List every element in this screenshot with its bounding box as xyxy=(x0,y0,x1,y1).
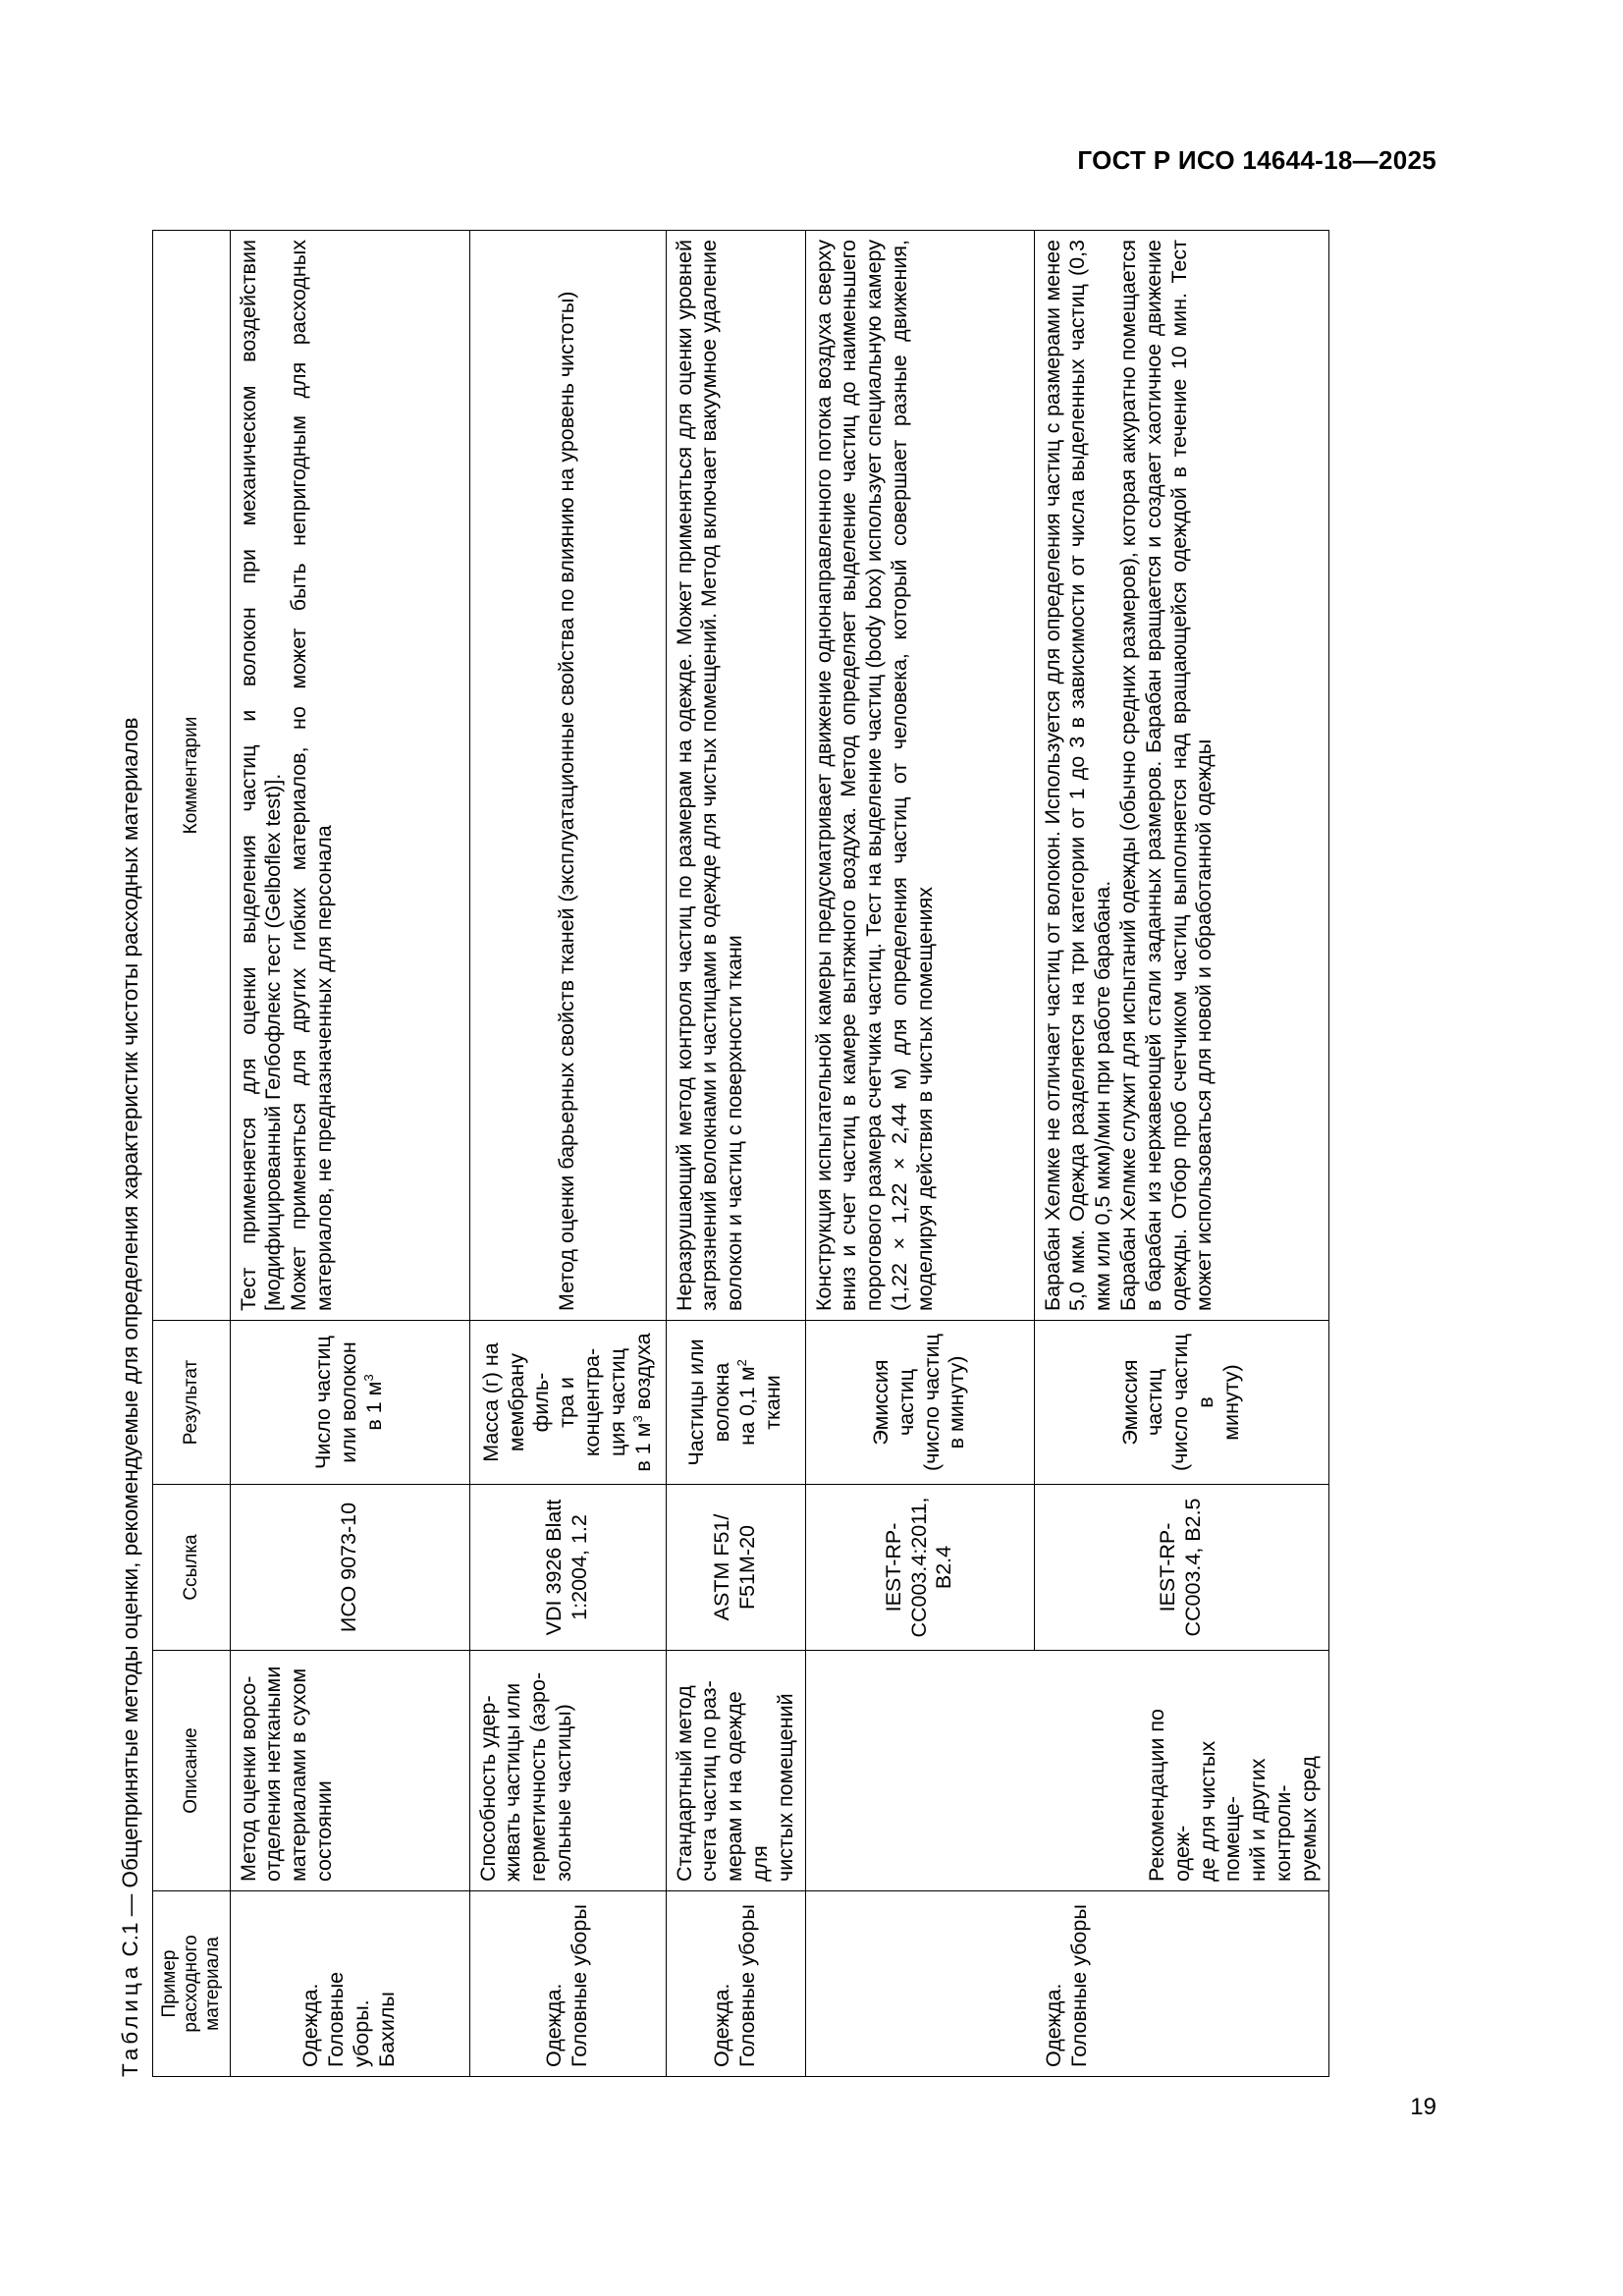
column-header: Ссылка xyxy=(153,1485,231,1651)
comment-cell: Барабан Хелмке не отличает частиц от волокон. Используется для определения частиц с размерами менее 5,0 мкм. Одежда разделяется на три категории от 1 до 3 в зависимости от числа выделенных частиц (0,3 мкм или 0,5 мкм)/мин при работе барабана. Барабан Хелмке служит для испытаний одежды (обычно средних размеров), которая аккуратно помещается в барабан из нержавеющей стали заданных размеров. Барабан вращается и создает хаотичное движение одежды. Отбор проб счетчиком частиц выполняется над вращающейся одеждой в течение 10 мин. Тест может использоваться для новой и обработанной одежды xyxy=(1034,231,1328,1321)
comment-cell: Тест применяется для оценки выделения частиц и волокон при механическом воздействии [модифицированный Гелбофлекс тест (Gelboflex test)]. Может применяться для других гибких материалов, но может быть непригодным для расходных материалов, не предназначенных для персонала xyxy=(230,231,469,1321)
column-header: Комментарии xyxy=(153,231,231,1321)
reference-cell: ASTM F51/ F51M-20 xyxy=(666,1485,805,1651)
table-caption xyxy=(111,718,150,2077)
table-row xyxy=(230,231,469,2077)
result-superscript: 3 xyxy=(629,1415,645,1423)
result-text: Масса (г) на мембрану филь- тра и концентра- ция частиц в 1 м xyxy=(478,1342,655,1472)
result-cell xyxy=(666,1321,805,1485)
result-cell: Эмиссия частиц (число частиц в минуту) xyxy=(805,1321,1034,1485)
column-header: Описание xyxy=(153,1651,231,1891)
comment-cell: Неразрушающий метод контроля частиц по размерам на одежде. Может применяться для оценки уровней загрязнений волокнами и частицами в одежде для чистых помещений. Метод включает вакуумное удаление волокон и частиц с поверхности ткани xyxy=(666,231,805,1321)
reference-cell: ИСО 9073-10 xyxy=(230,1485,469,1651)
document-code: ГОСТ Р ИСО 14644-18—2025 xyxy=(1077,145,1436,175)
table-header-row xyxy=(153,231,231,2077)
result-cell xyxy=(230,1321,469,1485)
table-row xyxy=(469,231,666,2077)
description-cell: Стандартный метод счета частиц по раз- мерам и на одежде для чистых помещений xyxy=(666,1651,805,1891)
result-superscript: 2 xyxy=(733,1359,749,1367)
result-text: Число частиц или волокон в 1 м xyxy=(311,1336,386,1469)
result-superscript: 3 xyxy=(360,1374,376,1382)
result-text: Частицы или волокна на 0,1 м xyxy=(684,1339,760,1466)
result-cell xyxy=(469,1321,666,1485)
result-suffix: воздуха xyxy=(630,1333,655,1416)
example-cell: Одежда. Головные уборы xyxy=(469,1891,666,2077)
description-cell: Рекомендации по одеж- де для чистых помеще- ний и других контроли- руемых сред xyxy=(805,1651,1328,1891)
table-caption-label: Таблица xyxy=(118,1962,142,2077)
rotated-table-block xyxy=(111,231,1321,2077)
table-caption-text: С.1 — Общепринятые методы оценки, рекомендуемые для определения характеристик чистоты расходных материалов xyxy=(118,717,142,1963)
reference-cell: IEST-RP- CC003.4:2011, B2.4 xyxy=(805,1485,1034,1651)
reference-cell: VDI 3926 Blatt 1:2004, 1.2 xyxy=(469,1485,666,1651)
example-cell: Одежда. Головные уборы xyxy=(666,1891,805,2077)
comment-cell: Конструкция испытательной камеры предусматривает движение однонаправленного потока воздуха сверху вниз и счет частиц в камере вытяжного воздуха. Метод определяет выделение частиц до наименьшего порогового размера счетчика частиц. Тест на выделение частиц (body box) использует специальную камеру (1,22 × 1,22 × 2,44 м) для определения частиц от человека, который совершает разные движения, моделируя действия в чистых помещениях xyxy=(805,231,1034,1321)
description-cell: Способность удер- живать частицы или герметичность (аэро- зольные частицы) xyxy=(469,1651,666,1891)
example-cell: Одежда. Головные уборы. Бахилы xyxy=(230,1891,469,2077)
comment-cell: Метод оценки барьерных свойств тканей (эксплуатационные свойства по влиянию на уровень чистоты) xyxy=(469,231,666,1321)
example-cell: Одежда. Головные уборы xyxy=(805,1891,1328,2077)
page-number: 19 xyxy=(1410,2094,1436,2120)
column-header: Результат xyxy=(153,1321,231,1485)
result-suffix: ткани xyxy=(760,1375,784,1430)
column-header: Пример расходного материала xyxy=(153,1891,231,2077)
result-cell: Эмиссия частиц (число частиц в минуту) xyxy=(1034,1321,1328,1485)
description-cell: Метод оценки ворсо- отделения неткаными материалами в сухом состоянии xyxy=(230,1651,469,1891)
reference-cell: IEST-RP- CC003.4, B2.5 xyxy=(1034,1485,1328,1651)
table-row xyxy=(805,231,1034,2077)
table-row xyxy=(666,231,805,2077)
consumables-methods-table xyxy=(152,230,1329,2077)
